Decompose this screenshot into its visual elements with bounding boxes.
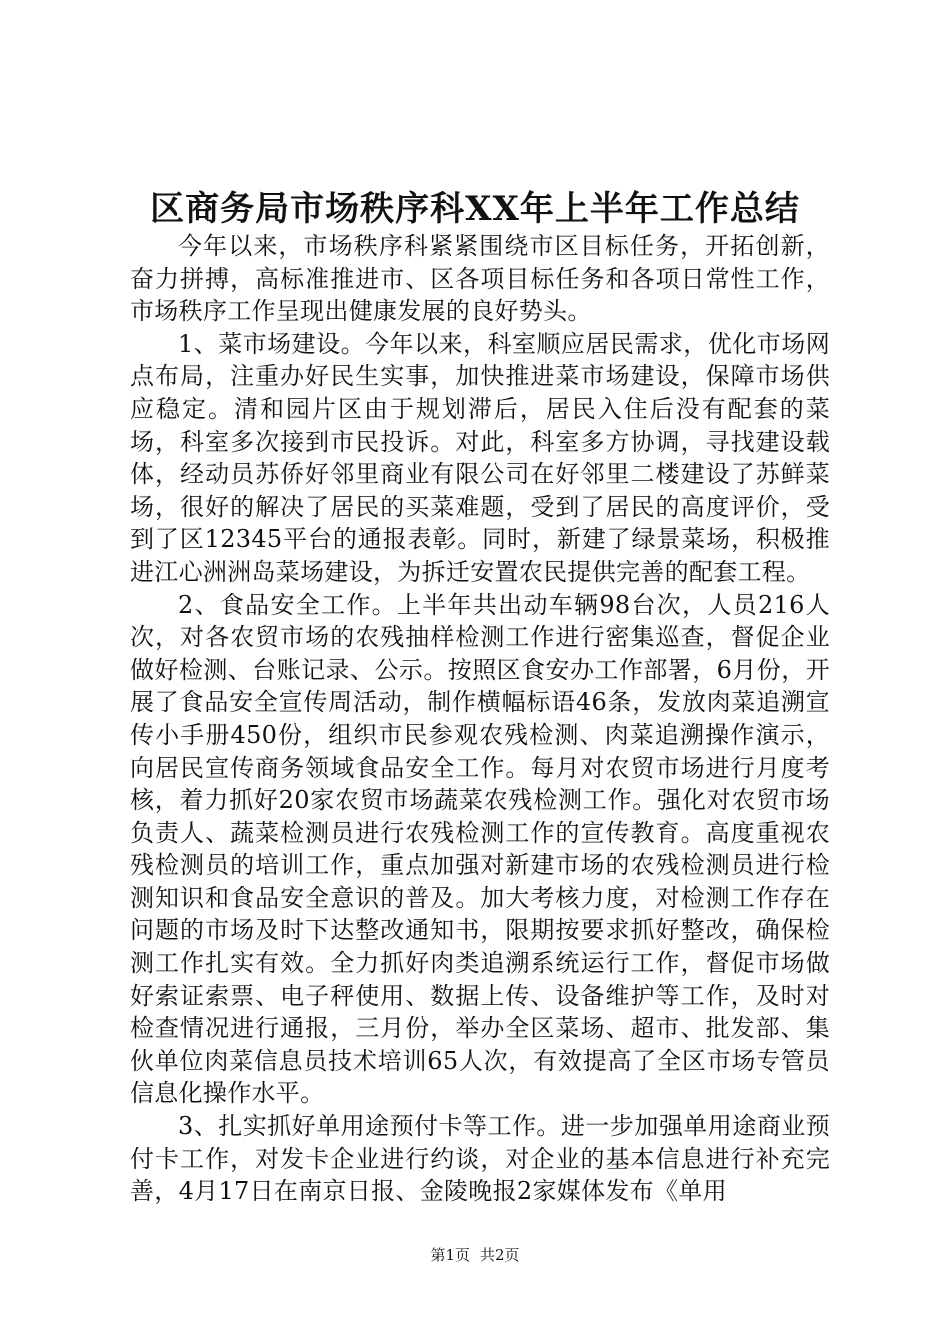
page-total: 共2页 <box>480 1246 520 1264</box>
paragraph-market-construction: 1、菜市场建设。今年以来，科室顺应居民需求，优化市场网点布局，注重办好民生实事，加快推进菜市场建设，保障市场供应稳定。清和园片区由于规划滞后，居民入住后没有配套的菜场，科室多次接到市民投诉。对此，科室多方协调，寻找建设载体，经动员苏侨好邻里商业有限公司在好邻里二楼建设了苏鲜菜场，很好的解决了居民的买菜难题，受到了居民的高度评价，受到了区12345平台的通报表彰。同时，新建了绿景菜场，积极推进江心洲洲岛菜场建设，为拆迁安置农民提供完善的配套工程。 <box>130 329 830 586</box>
page-footer <box>0 1245 950 1265</box>
paragraph-intro: 今年以来，市场秩序科紧紧围绕市区目标任务，开拓创新，奋力拼搏，高标准推进市、区各项目标任务和各项日常性工作，市场秩序工作呈现出健康发展的良好势头。 <box>130 232 830 326</box>
paragraph-prepaid-card: 3、扎实抓好单用途预付卡等工作。进一步加强单用途商业预付卡工作，对发卡企业进行约谈，对企业的基本信息进行补充完善，4月17日在南京日报、金陵晚报2家媒体发布《单用 <box>130 1112 830 1206</box>
document-body <box>130 230 830 1208</box>
paragraph-food-safety: 2、食品安全工作。上半年共出动车辆98台次，人员216人次，对各农贸市场的农残抽样检测工作进行密集巡查，督促企业做好检测、台账记录、公示。按照区食安办工作部署，6月份，开展了食品安全宣传周活动，制作横幅标语46条，发放肉菜追溯宣传小手册450份，组织市民参观农残检测、肉菜追溯操作演示，向居民宣传商务领域食品安全工作。每月对农贸市场进行月度考核，着力抓好20家农贸市场蔬菜农残检测工作。强化对农贸市场负责人、蔬菜检测员进行农残检测工作的宣传教育。高度重视农残检测员的培训工作，重点加强对新建市场的农残检测员进行检测知识和食品安全意识的普及。加大考核力度，对检测工作存在问题的市场及时下达整改通知书，限期按要求抓好整改，确保检测工作扎实有效。全力抓好肉类追溯系统运行工作，督促市场做好索证索票、电子秤使用、数据上传、设备维护等工作，及时对检查情况进行通报，三月份，举办全区菜场、超市、批发部、集伙单位肉菜信息员技术培训65人次，有效提高了全区市场专管员信息化操作水平。 <box>130 590 830 1108</box>
page-number: 第1页 <box>430 1246 470 1264</box>
document-title: 区商务局市场秩序科XX年上半年工作总结 <box>150 189 800 229</box>
